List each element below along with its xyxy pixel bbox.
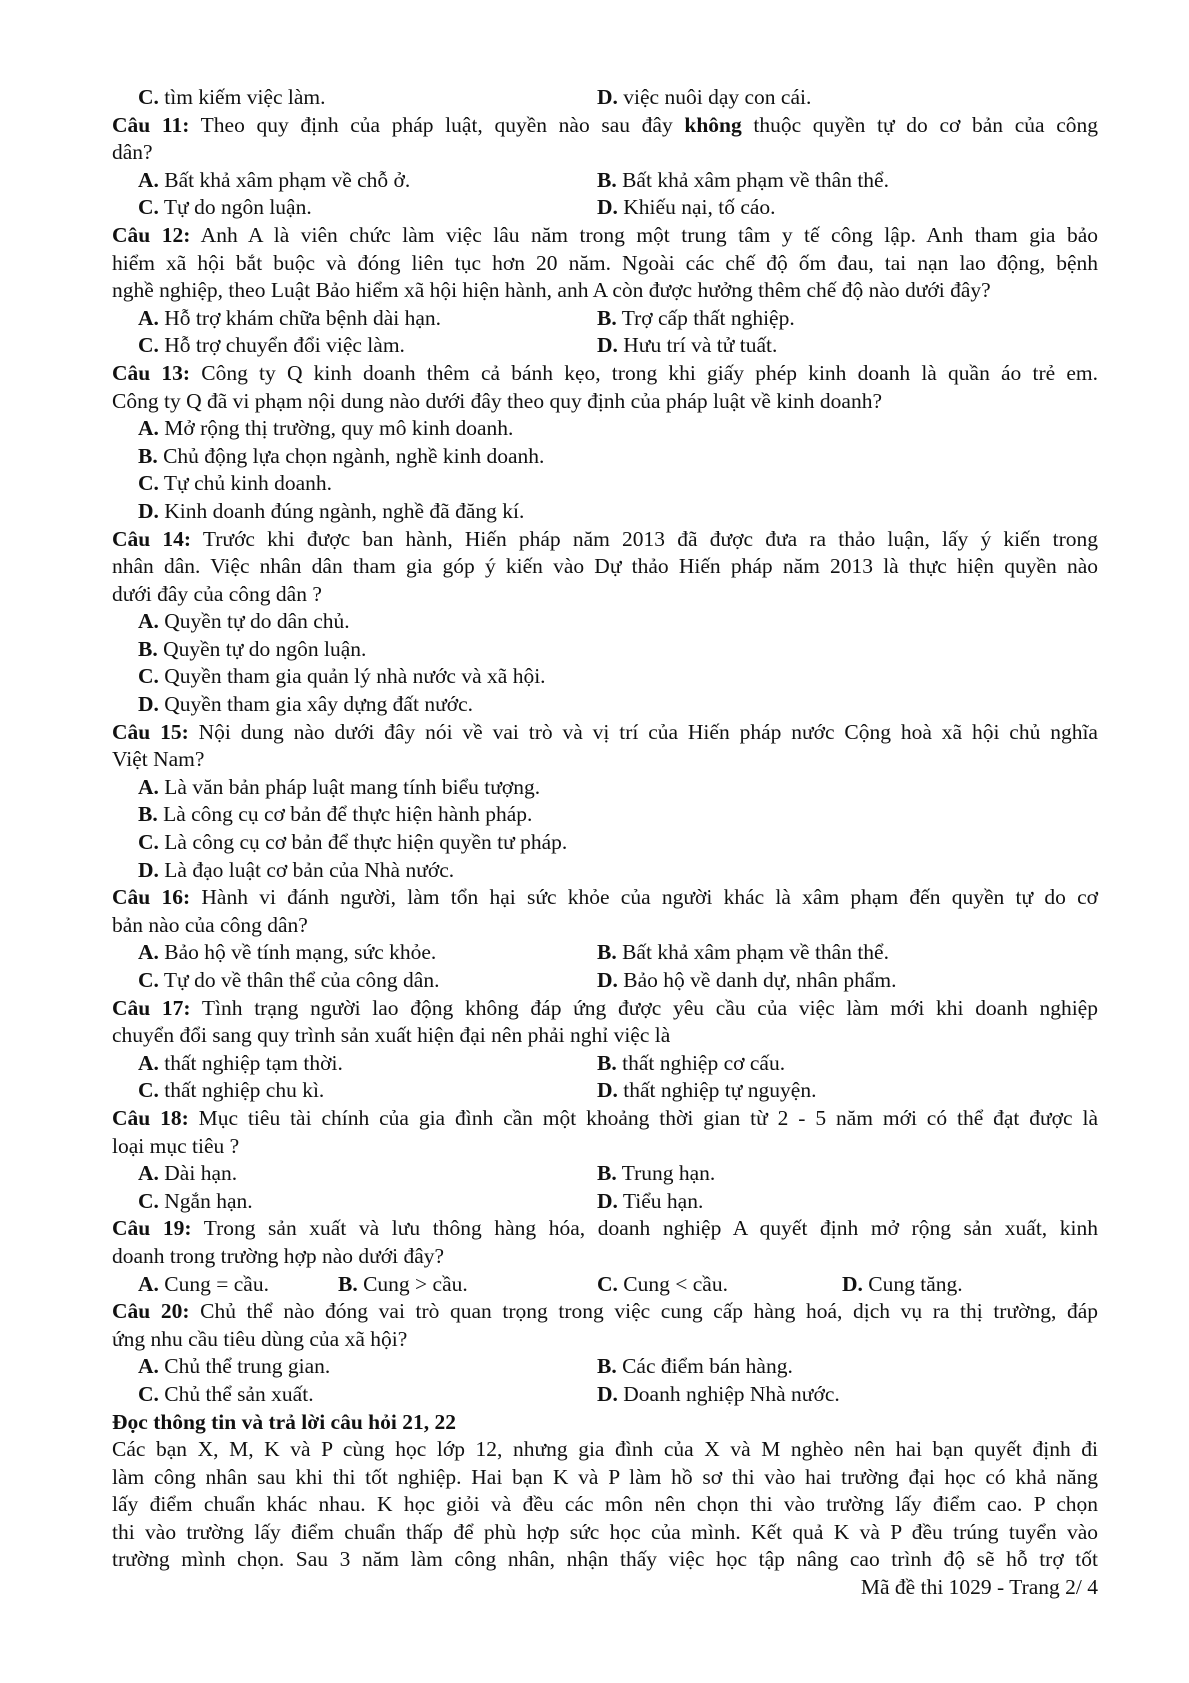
question-stem: Câu 18: Mục tiêu tài chính của gia đình cần một khoảng thời gian từ 2 - 5 năm mới có thể đạt được là xyxy=(112,1105,1098,1130)
option-a: A. Mở rộng thị trường, quy mô kinh doanh. xyxy=(138,416,514,441)
passage-line: làm công nhân sau khi thi tốt nghiệp. Hai bạn K và P làm hồ sơ thi vào hai trường đại học có khả năng xyxy=(112,1464,1098,1489)
question-stem: hiểm xã hội bắt buộc và đóng liên tục hơn 20 năm. Ngoài các chế độ ốm đau, tai nạn lao động, bệnh xyxy=(112,250,1098,275)
option-a: A. Hỗ trợ khám chữa bệnh dài hạn. xyxy=(138,305,442,330)
option-b: B. Cung > cầu. xyxy=(338,1271,468,1296)
option-b: B. Trung hạn. xyxy=(597,1161,716,1186)
option-row xyxy=(112,1353,1098,1381)
option-d: D. việc nuôi dạy con cái. xyxy=(597,85,812,109)
option-d: D. thất nghiệp tự nguyện. xyxy=(597,1078,817,1103)
option-d: D. Bảo hộ về danh dự, nhân phẩm. xyxy=(597,968,897,992)
question-stem: dân? xyxy=(112,140,153,165)
option-row xyxy=(112,939,1098,967)
option-a: A. Là văn bản pháp luật mang tính biểu tượng. xyxy=(138,774,541,799)
page-footer: Mã đề thi 1029 - Trang 2/ 4 xyxy=(860,1575,1098,1600)
option-row xyxy=(112,305,1098,333)
question-stem: Câu 20: Chủ thể nào đóng vai trò quan trọng trong việc cung cấp hàng hoá, dịch vụ ra thị trường, đáp xyxy=(112,1299,1098,1324)
option-a: A. Dài hạn. xyxy=(138,1161,238,1186)
option-d: D. Là đạo luật cơ bản của Nhà nước. xyxy=(138,857,455,882)
question-stem: Câu 17: Tình trạng người lao động không đáp ứng được yêu cầu của việc làm mới khi doanh nghiệp xyxy=(112,995,1098,1020)
option-c: C. tìm kiếm việc làm. xyxy=(138,85,326,109)
option-row xyxy=(112,1050,1098,1078)
passage-line: thi vào trường lấy điểm chuẩn thấp để phù hợp sức học của mình. Kết quả K và P đều trúng tuyển vào xyxy=(112,1519,1098,1544)
question-stem: doanh trong trường hợp nào dưới đây? xyxy=(112,1243,445,1268)
option-b: B. Trợ cấp thất nghiệp. xyxy=(597,305,795,330)
option-row xyxy=(112,1381,1098,1409)
passage-line: trường mình chọn. Sau 3 năm làm công nhân, nhận thấy việc học tập nâng cao trình độ sẽ hỗ trợ tốt xyxy=(112,1547,1098,1572)
option-c: C. Chủ thể sản xuất. xyxy=(138,1381,314,1406)
question-stem: chuyển đổi sang quy trình sản xuất hiện đại nên phải nghỉ việc là xyxy=(112,1023,671,1048)
option-row xyxy=(112,1271,1098,1299)
option-d: D. Hưu trí và tử tuất. xyxy=(597,333,778,358)
option-c: C. Tự do ngôn luận. xyxy=(138,195,312,220)
option-d: D. Kinh doanh đúng ngành, nghề đã đăng kí. xyxy=(138,498,525,523)
question-stem: Câu 14: Trước khi được ban hành, Hiến pháp năm 2013 đã được đưa ra thảo luận, lấy ý kiến trong xyxy=(112,526,1098,551)
option-a: A. Cung = cầu. xyxy=(138,1271,269,1296)
option-d: D. Cung tăng. xyxy=(842,1271,963,1296)
option-a: A. thất nghiệp tạm thời. xyxy=(138,1050,343,1075)
option-row xyxy=(112,332,1098,360)
option-a: A. Bất khả xâm phạm về chỗ ở. xyxy=(138,167,411,192)
option-row xyxy=(112,167,1098,195)
option-d: D. Doanh nghiệp Nhà nước. xyxy=(597,1381,840,1406)
question-stem: bản nào của công dân? xyxy=(112,912,308,937)
option-c: C. Là công cụ cơ bản để thực hiện quyền tư pháp. xyxy=(138,830,568,855)
option-b: B. thất nghiệp cơ cấu. xyxy=(597,1050,786,1075)
question-stem: Câu 19: Trong sản xuất và lưu thông hàng hóa, doanh nghiệp A quyết định mở rộng sản xuất, kinh xyxy=(112,1216,1098,1241)
option-c: C. Tự chủ kinh doanh. xyxy=(138,471,333,496)
question-stem: Câu 16: Hành vi đánh người, làm tổn hại sức khỏe của người khác là xâm phạm đến quyền tự do cơ xyxy=(112,885,1099,910)
option-a: A. Chủ thể trung gian. xyxy=(138,1354,331,1379)
option-b: B. Bất khả xâm phạm về thân thể. xyxy=(597,940,889,965)
option-d: D. Khiếu nại, tố cáo. xyxy=(597,195,776,220)
question-stem: nhân dân. Việc nhân dân tham gia góp ý kiến vào Dự thảo Hiến pháp năm 2013 là thực hiện quyền nào xyxy=(112,554,1098,579)
question-stem: nghề nghiệp, theo Luật Bảo hiểm xã hội hiện hành, anh A còn được hưởng thêm chế độ nào dưới đây? xyxy=(112,278,991,303)
option-row xyxy=(112,1160,1098,1188)
option-c: C. Cung < cầu. xyxy=(597,1271,728,1296)
question-stem: Câu 15: Nội dung nào dưới đây nói về vai trò và vị trí của Hiến pháp nước Cộng hoà xã hội chủ nghĩa xyxy=(112,719,1098,744)
option-c: C. Ngắn hạn. xyxy=(138,1188,253,1213)
question-stem: Câu 12: Anh A là viên chức làm việc lâu năm trong một trung tâm y tế công lập. Anh tham gia bảo xyxy=(112,222,1098,247)
question-stem: dưới đây của công dân ? xyxy=(112,581,322,606)
option-row xyxy=(112,194,1098,222)
question-stem: Công ty Q đã vi phạm nội dung nào dưới đây theo quy định của pháp luật về kinh doanh? xyxy=(112,388,883,413)
option-d: D. Tiểu hạn. xyxy=(597,1188,704,1213)
option-a: A. Quyền tự do dân chủ. xyxy=(138,609,350,634)
option-b: B. Quyền tự do ngôn luận. xyxy=(138,636,367,661)
option-a: A. Bảo hộ về tính mạng, sức khỏe. xyxy=(138,940,437,965)
passage-line: lấy điểm chuẩn khác nhau. K học giỏi và đều các môn nên chọn thi vào trường lấy điểm cao. P chọn xyxy=(112,1492,1098,1517)
question-stem: ứng nhu cầu tiêu dùng của xã hội? xyxy=(112,1326,408,1351)
exam-page xyxy=(112,84,1098,1602)
option-row xyxy=(112,967,1098,995)
option-c: C. Hỗ trợ chuyển đổi việc làm. xyxy=(138,333,405,358)
option-d: D. Quyền tham gia xây dựng đất nước. xyxy=(138,692,474,717)
section-title: Đọc thông tin và trả lời câu hỏi 21, 22 xyxy=(112,1409,456,1434)
option-b: B. Các điểm bán hàng. xyxy=(597,1354,793,1379)
option-b: B. Chủ động lựa chọn ngành, nghề kinh doanh. xyxy=(138,443,545,468)
option-c: C. Tự do về thân thể của công dân. xyxy=(138,968,440,992)
passage-line: Các bạn X, M, K và P cùng học lớp 12, nhưng gia đình của X và M nghèo nên hai bạn quyết định đi xyxy=(112,1437,1098,1462)
question-stem: Câu 13: Công ty Q kinh doanh thêm cả bánh kẹo, trong khi giấy phép kinh doanh là quần áo trẻ em. xyxy=(112,360,1098,385)
option-row xyxy=(112,84,1098,112)
question-stem: Việt Nam? xyxy=(112,747,205,772)
option-b: B. Bất khả xâm phạm về thân thể. xyxy=(597,167,889,192)
question-stem: Câu 11: Theo quy định của pháp luật, quyền nào sau đây không thuộc quyền tự do cơ bản của công xyxy=(112,112,1098,137)
option-row xyxy=(112,1188,1098,1216)
option-c: C. thất nghiệp chu kì. xyxy=(138,1078,325,1103)
option-c: C. Quyền tham gia quản lý nhà nước và xã hội. xyxy=(138,664,546,689)
option-row xyxy=(112,1077,1098,1105)
question-stem: loại mục tiêu ? xyxy=(112,1133,240,1158)
option-b: B. Là công cụ cơ bản để thực hiện hành pháp. xyxy=(138,802,533,827)
